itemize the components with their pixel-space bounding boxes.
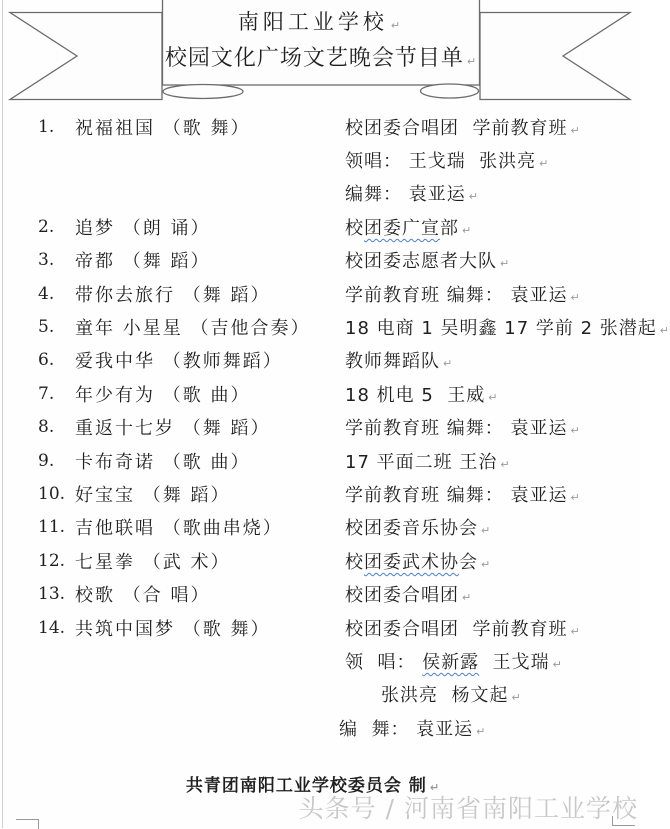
performer-text: 编 舞： 袁亚运 <box>339 718 474 740</box>
ribbon-left-tail <box>10 13 162 100</box>
banner-titles <box>162 7 480 77</box>
performer-text: 领 唱： <box>345 651 423 673</box>
performer-text: 17 平面二班 王治 <box>345 451 498 473</box>
paragraph-mark: ↵ <box>539 157 550 171</box>
crop-mark-bottom-left <box>16 819 39 829</box>
paragraph-mark: ↵ <box>476 724 487 738</box>
performer-text: 教师舞蹈队 <box>345 351 440 373</box>
paragraph-mark: ↵ <box>570 123 581 137</box>
program-performers <box>345 214 640 240</box>
spellcheck-underlined-text: 团委广宣 <box>364 217 440 239</box>
program-title: 吉他联唱 （歌曲串烧） <box>75 518 283 540</box>
program-title: 重返十七岁 （舞 蹈） <box>75 418 271 440</box>
performer-text: 编舞： 袁亚运 <box>345 184 466 206</box>
program-title: 校歌 （合 唱） <box>75 585 211 607</box>
program-line <box>0 377 640 410</box>
program-line <box>0 544 640 577</box>
program-title: 童年 小星星 （吉他合奏） <box>75 318 311 340</box>
program-performers <box>345 648 640 674</box>
program-title: 年少有为 （歌 曲） <box>75 384 251 406</box>
program-number: 10. <box>38 483 66 504</box>
school-name <box>162 7 480 41</box>
program-number: 5. <box>38 317 55 338</box>
program-line <box>0 511 640 544</box>
program-performers <box>345 414 640 440</box>
program-line <box>0 244 640 277</box>
paragraph-mark: ↵ <box>570 624 581 638</box>
program-line <box>0 711 640 744</box>
program-line <box>0 177 640 210</box>
program-title: 帝都 （舞 蹈） <box>75 251 211 273</box>
program-title: 七星拳 （武 术） <box>75 551 231 573</box>
program-performers <box>345 347 640 373</box>
performer-text: 校团委合唱团 学前教育班 <box>345 618 568 640</box>
program-number: 4. <box>38 283 55 304</box>
performer-text: 张洪亮 杨文起 <box>381 685 509 707</box>
program-performers <box>339 715 640 741</box>
program-line <box>0 344 640 377</box>
program-performers <box>345 615 640 641</box>
program-number: 14. <box>38 617 66 638</box>
program-title: 好宝宝 （舞 蹈） <box>75 484 231 506</box>
event-title-text: 校园文化广场文艺晚会节目单 <box>164 46 464 71</box>
paragraph-mark: ↵ <box>570 490 581 504</box>
school-name-text: 南阳工业学校 <box>237 10 388 34</box>
scroll-curl-left <box>163 85 243 99</box>
program-performers <box>345 448 640 474</box>
performer-text: 校 <box>345 551 364 573</box>
paragraph-mark: ↵ <box>429 781 441 794</box>
performer-text: 18 电商 1 吴明鑫 17 学前 2 张潜起 <box>345 318 657 340</box>
program-number: 9. <box>38 450 55 471</box>
paragraph-mark: ↵ <box>443 357 454 371</box>
paragraph-mark: ↵ <box>462 223 473 237</box>
program-performers <box>345 481 640 507</box>
program-performers <box>345 314 670 340</box>
paragraph-mark: ↵ <box>466 55 478 68</box>
program-number: 3. <box>38 250 55 271</box>
program-performers <box>345 581 640 607</box>
program-title: 爱我中华 （教师舞蹈） <box>75 351 283 373</box>
program-list <box>0 110 670 744</box>
performer-text: 校 <box>345 217 364 239</box>
program-number: 11. <box>38 517 66 538</box>
program-number: 1. <box>38 116 55 137</box>
spellcheck-underlined-text: 侯新露 <box>422 651 480 673</box>
paragraph-mark: ↵ <box>468 190 479 204</box>
performer-text: 校团委志愿者大队 <box>345 251 497 273</box>
paragraph-mark: ↵ <box>462 591 473 605</box>
program-line <box>0 577 640 610</box>
ribbon-right-tail <box>480 13 630 100</box>
program-title: 带你去旅行 （舞 蹈） <box>75 284 271 306</box>
performer-text: 学前教育班 编舞： 袁亚运 <box>345 284 568 306</box>
performer-text: 领唱： 王戈瑞 张洪亮 <box>345 151 537 173</box>
crop-mark-bottom-right <box>612 816 635 826</box>
paragraph-mark: ↵ <box>552 657 563 671</box>
program-line <box>0 210 640 243</box>
paragraph-mark: ↵ <box>570 424 581 438</box>
program-number: 6. <box>38 350 55 371</box>
program-performers <box>345 281 640 307</box>
performer-text: 学前教育班 编舞： 袁亚运 <box>345 484 568 506</box>
paragraph-mark: ↵ <box>511 691 522 705</box>
program-performers <box>345 514 640 540</box>
program-title: 共筑中国梦 （歌 舞） <box>75 618 271 640</box>
program-line <box>0 143 640 176</box>
performer-text: 校团委音乐协会 <box>345 518 478 540</box>
program-number: 12. <box>38 550 66 571</box>
paragraph-mark: ↵ <box>500 257 511 271</box>
program-line <box>0 678 640 711</box>
paragraph-mark: ↵ <box>500 457 511 471</box>
program-line <box>0 110 640 143</box>
spellcheck-underlined-text: 团委武术协 <box>364 551 459 573</box>
scroll-curl-right <box>421 84 479 98</box>
performer-text: 会 <box>459 551 478 573</box>
program-line <box>0 444 640 477</box>
performer-text: 部 <box>440 217 459 239</box>
paragraph-mark: ↵ <box>481 557 492 571</box>
paragraph-mark: ↵ <box>488 390 499 404</box>
program-line <box>0 277 640 310</box>
program-line <box>0 310 670 343</box>
performer-text: 学前教育班 编舞： 袁亚运 <box>345 418 568 440</box>
program-performers <box>345 247 640 273</box>
program-title: 卡布奇诺 （歌 曲） <box>75 451 251 473</box>
performer-text: 校团委合唱团 <box>345 585 459 607</box>
program-performers <box>345 548 640 574</box>
program-line <box>0 644 640 677</box>
program-number: 8. <box>38 417 55 438</box>
watermark: 头条号 / 河南省南阳工业学校 <box>298 794 638 823</box>
event-title <box>162 44 480 77</box>
paragraph-mark: ↵ <box>570 290 581 304</box>
program-performers <box>345 381 640 407</box>
program-title: 祝福祖国 （歌 舞） <box>75 117 251 139</box>
program-number: 2. <box>38 216 55 237</box>
program-number: 7. <box>38 383 55 404</box>
footer-credit-text: 共青团南阳工业学校委员会 制 <box>185 776 427 796</box>
program-performers <box>345 114 640 140</box>
paragraph-mark: ↵ <box>390 19 405 32</box>
program-performers <box>381 681 640 707</box>
paragraph-mark: ↵ <box>659 324 670 338</box>
program-number: 13. <box>38 584 66 605</box>
program-title: 追梦 （朗 诵） <box>75 217 211 239</box>
program-line <box>0 611 640 644</box>
performer-text: 校团委合唱团 学前教育班 <box>345 117 568 139</box>
performer-text: 王戈瑞 <box>479 651 550 673</box>
program-line <box>0 411 640 444</box>
program-line <box>0 477 640 510</box>
paragraph-mark: ↵ <box>481 524 492 538</box>
program-performers <box>345 180 640 206</box>
performer-text: 18 机电 5 王威 <box>345 384 486 406</box>
program-performers <box>345 147 640 173</box>
